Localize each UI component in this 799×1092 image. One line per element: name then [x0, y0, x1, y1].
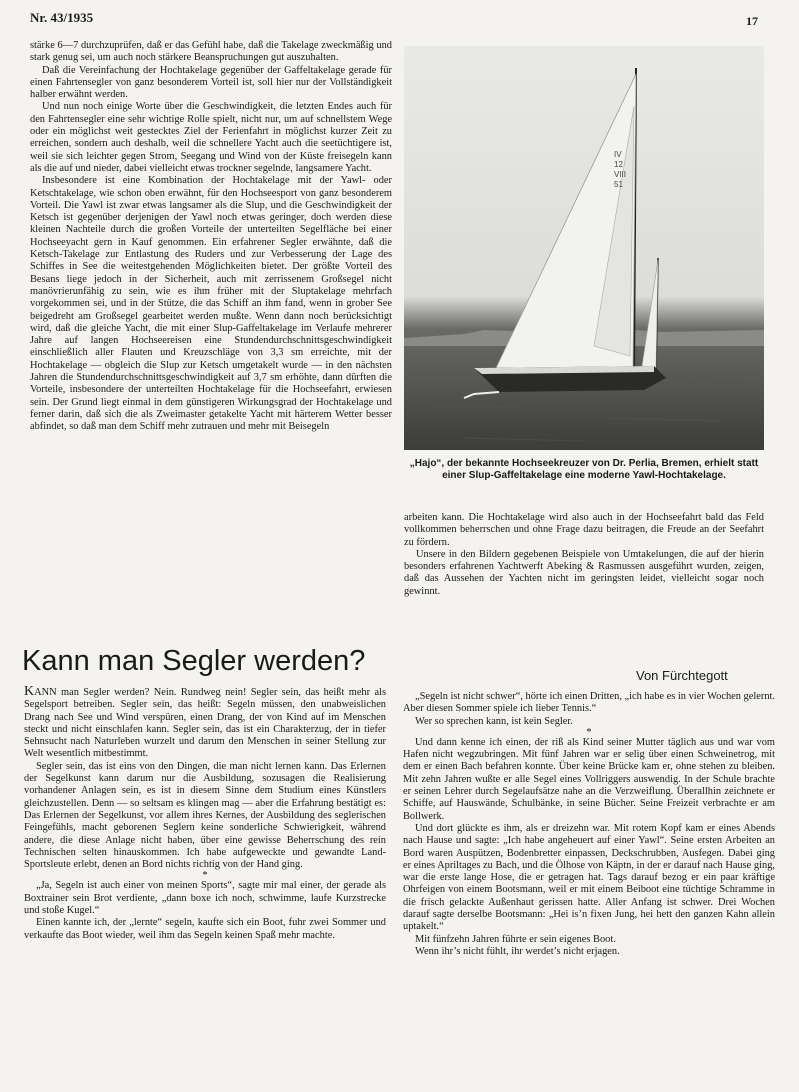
page-number: 17 [746, 14, 758, 28]
paragraph: „Segeln ist nicht schwer“, hörte ich einen Dritten, „ich habe es in vier Wochen gelernt. Aber diesen Sommer spiele ich lieber Tennis.“ [403, 691, 775, 715]
paragraph: arbeiten kann. Die Hochtakelage wird also auch in der Hochseefahrt bald das Feld vollkommen beherrschen und ohne Frage dazu beitragen, die Freude an der Seefahrt zu fördern. [404, 512, 764, 548]
paragraph: Wenn ihr’s nicht fühlt, ihr werdet’s nicht erjagen. [415, 945, 620, 957]
article-left-column [24, 686, 386, 1082]
paragraph: Einen kannte ich, der „lernte“ segeln, kaufte sich ein Boot, fuhr zwei Sommer und verkaufte das Boot wieder, weil ihm das Segeln keinen Spaß mehr machte. [24, 917, 386, 941]
article-byline: Von Fürchtegott [636, 668, 728, 683]
paragraph: Daß die Vereinfachung der Hochtakelage gegenüber der Gaffeltakelage gerade für einen Fahrtensegler von ganz besonderem Vorteil ist, soll hier nur der Vollständigkeit halber erwähnt werden. [30, 64, 392, 101]
section-separator: * [586, 726, 592, 738]
sail-number-line: 51 [614, 180, 623, 189]
sail-number-line: VIII [614, 170, 627, 179]
paragraph: stärke 6—7 durchzuprüfen, daß er das Gefühl habe, daß die Takelage zweckmäßig und stark genug sei, um auch noch stärkere Beanspruchungen gut auszuhalten. [30, 40, 392, 64]
paragraph: Und dann kenne ich einen, der riß als Kind seiner Mutter täglich aus und war vom Hafen nicht wegzubringen. Mit fünf Jahren war er selig über einen Schweinetrog, mit dem er einen Bach befahren konnte. Über keine Brücke kam er, ohne stehen zu bleiben. Mit zehn Jahren wußte er alle Segel eines Vollriggers auswendig. In der Schule brachte er seinen Lehrer durch Segelaufsätze nahe an die Verzweiflung. Überallhin zeichnete er Schiffe, auf Hauswände, Schulbänke, in seine Bücher. Seine Freizeit verbrachte er am Bollwerk. [403, 736, 775, 822]
paragraph: Und nun noch einige Worte über die Geschwindigkeit, die letzten Endes auch für den Fahrtensegler eine sehr wichtige Rolle spielt, nicht nur, um auf schnellstem Wege oder ein möglichst weit gestecktes Ziel der Ferienfahrt in möglichst kurzer Zeit zu erreichen, sondern auch deshalb, weil die schnellere Yacht auch die seetüchtigere ist, weil sie sich leichter gegen Strom, Seegang und Wind von der Küste freisegeln kann als die auf und nieder, dabei vielleicht etwas trockner segelnde, langsamere Yacht. [30, 101, 392, 174]
paragraph: Mit fünfzehn Jahren führte er sein eigenes Boot. [415, 933, 616, 945]
article-title: Kann man Segler werden? [22, 645, 366, 677]
paragraph: Und dort glückte es ihm, als er dreizehn war. Mit rotem Kopf kam er eines Abends nach Hause und sagte: „Ich habe angeheuert auf einer Yawl“. Seine ersten Arbeiten an Bord waren Auspützen, Bodenbretter einpassen, Deckschrubben, Ausfegen. Dabei ging er eines Apriltages zu Bach, und die Ölhose von Käptn, in der er darauf nach Hause ging, war die erste lange Hose, die er getragen hat. Tags darauf bezog er ein paar kräftige Ohrfeigen von einem Bootsmann, weil er mit einem Beiboot eine tüchtige Schramme in die frisch gelackte Außenhaut gerissen hatte. Aller Anfang ist schwer. Drei Wochen darauf sagte derselbe Bootsmann: „Hei is’n fixen Jung, hei hett den ganzen Kahn allein uptakelt.“ [403, 822, 775, 933]
issue-number: Nr. 43/1935 [30, 10, 94, 25]
sail-number-line: 12 [614, 160, 623, 169]
section-separator: * [202, 870, 208, 882]
top-right-column [404, 512, 764, 630]
paragraph: Unsere in den Bildern gegebenen Beispiele von Umtakelungen, die auf der hierin besonders erfahrenen Yachtwerft Abeking & Rasmussen ausgeführt wurden, zeigen, daß das Aussehen der Yachten nicht im geringsten leidet, vielleicht sogar noch gewinnt. [404, 548, 764, 597]
paragraph: Segler sein, das ist eins von den Dingen, die man nicht lernen kann. Das Erlernen der Segelkunst kann darum nur die Ausbildung, sozusagen die Realisierung vorhandener Anlagen sein, es ist in diesem Sinne dem Studium eines Künstlers gleichzustellen. Denn — so seltsam es klingen mag — aber die Erfahrung bestätigt es: Das Erlernen der Segelkunst, vor allem ihres Kernes, der Ausbildung des seglerischen Feingefühls, macht geborenen Seglern keine sonderliche Schwierigkeit, während andere, die diese Anlage nicht haben, über eine gewisse Beherrschung des rein Technischen selten hinauskommen. Ich habe aufgeweckte und gewandte Land-Sportsleute erlebt, denen an Bord nichts richtig von der Hand ging. [24, 760, 386, 871]
opening-paragraph [24, 686, 386, 761]
paragraph: „Ja, Segeln ist auch einer von meinen Sports“, sagte mir mal einer, der gerade als Boxtrainer sein Brot verdiente, „dann boxe ich noch, schwimme, laufe Kurzstrecke und stoße Kugel.“ [24, 880, 386, 917]
paragraph: Wer so sprechen kann, ist kein Segler. [415, 715, 573, 727]
paragraph-text: ANN man Segler werden? Nein. Rundweg nein! Segler sein, das heißt mehr als Segelsport betreiben. Segler sein, das heißt: Segeln müssen, den unabweislichen Drang nach See und Wind verspüren, einen Drang, der von Kind auf im Menschen steckt und nicht einschlafen kann. Segler sein, das ist ein Charakterzug, der in tiefer Sehnsucht nach Naturleben wurzelt und darum den Menschen in seiner Stellung zur Welt wesentlich mitbestimmt. [24, 687, 386, 760]
photo-caption: „Hajo“, der bekannte Hochseekreuzer von Dr. Perlia, Bremen, erhielt statt einer Slup-Gaffeltakelage eine moderne Yawl-Hochtakelage. [409, 458, 759, 481]
drop-cap: K [24, 686, 35, 699]
paragraph: Insbesondere ist eine Kombination der Hochtakelage mit der Yawl- oder Ketschtakelage, wie schon oben erwähnt, für den Hochseesport von ganz besonderem Vorteil. Die Yawl ist zwar etwas langsamer als die Slup, und die Geschwindigkeit der Ketsch ist gegenüber derjenigen der Yawl noch etwas geringer, doch werden diese kleinen Nachteile durch die großen Vorteile der unterteilten Segelfläche bei einer Hochseeyacht gern in Kauf genommen. Ein erfahrener Segler erwähnte, daß die Ketsch-Takelage zur Entlastung des Ruders und zur Verbesserung der Lage des Schiffes in See die weitestgehenden Möglichkeiten bietet. Der größte Vorteil des Besans liege jedoch in der Sicherheit, auch mit zerrissenem Großsegel nicht manövrierunfähig zu sein, wie es ihm früher mit der Sluptakelage mehrfach vorgekommen sei, und in der Stütze, die das Schiff an ihm fand, wenn in grober See beigedreht am Großsegel gearbeitet werden mußte. Wenn dann noch berücksichtigt wird, daß die gleiche Yacht, die mit einer Slup-Gaffeltakelage im Verlaufe mehrerer Jahre auf langen Hochseereisen eine Stundendurchschnittsgeschwindigkeit einschließlich aller Flauten und Kreuzschläge von 3,3 sm erreichte, mit der Hochtakelage — obgleich die Slup zur Ketsch umgetakelt wurde — in den nächsten Jahren die Stundendurchschnittsgeschwindigkeit auf 3,7 sm erhöhte, dann dürften die Vorteile, insbesondere der unterteilten Hochtakelage für die Hochseefahrt, erwiesen sein. Der Grund liegt einmal in dem günstigeren Wirkungsgrad der Hochtakelage und ferner darin, daß sich die als Zweimaster getakelte Yacht mit härterem Wetter besser abfindet, so daß man dem Schiff mehr zutrauen und mehr mit Beisegeln [30, 175, 392, 433]
sail-number-line: IV [614, 150, 622, 159]
article-right-column [403, 691, 775, 1081]
sailboat-illustration [404, 46, 764, 450]
sail-number [614, 150, 626, 190]
top-left-column [30, 40, 392, 618]
sailing-yacht-photo [404, 46, 764, 450]
